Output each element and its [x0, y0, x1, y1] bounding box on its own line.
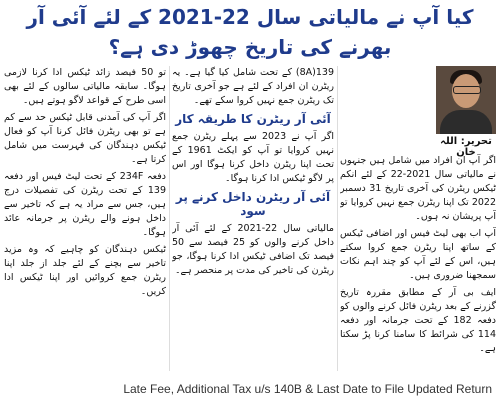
paragraph: مالیاتی سال 22-2021 کے لئے آئی آر داخل کرنے والوں کو 25 فیصد سے 50 فیصد تک اضافی ٹیکس ادا کرنا ہوگا، جو ریٹرن کی تاخیر کی مدت پر منحصر ہے۔ [172, 223, 334, 276]
paragraph: دفعہ 234F کے تحت لیٹ فیس اور دفعہ 139 کے تحت ریٹرن کی تفصیلات درج ہیں، جس سے مراد یہ ہے کہ تاخیر سے داخل ہونے والے ریٹرن پر جرمانہ عائد ہوگا۔ [4, 171, 166, 238]
author-byline: تحریر: اللہ خان [440, 136, 492, 158]
paragraph: ٹیکس دہندگان کو چاہیے کہ وہ مزید تاخیر سے بچنے کے لئے جلد از جلد اپنا ریٹرن جمع کروائیں اور اپنا ٹیکس ادا کریں۔ [4, 244, 166, 297]
paragraph: ایف بی آر کے مطابق مقررہ تاریخ گزرنے کے بعد ریٹرن فائل کرنے والوں کو دفعہ 182 کے تحت جرمانہ اور دفعہ 114 کی شرائط کا سامنا کرنا پڑ سکتا ہے۔ [340, 287, 496, 354]
column-divider [169, 66, 170, 371]
article-column-left [4, 66, 166, 371]
column-divider [337, 66, 338, 371]
article-column-middle [172, 66, 334, 371]
footer-caption: Late Fee, Additional Tax u/s 140B & Last Date to File Updated Return [123, 382, 492, 396]
paragraph: اگر آپ نے 2023 سے پہلے ریٹرن جمع نہیں کروایا تو آپ کو ایکٹ 1961 کے تحت اپنا ریٹرن داخل کرنا ہوگا اور اس پر لاگو ٹیکس ادا کرنا ہوگا۔ [172, 131, 334, 184]
subheading: آئی آر ریٹرن داخل کرنے پر سود [175, 190, 331, 218]
subheading: آئی آر ریٹرن کا طریقہ کار [175, 112, 331, 126]
article-column-right [340, 66, 496, 371]
paragraph: اگر آپ کی آمدنی قابل ٹیکس حد سے کم ہے تو بھی ریٹرن فائل کرنا آپ کو فعال ٹیکس دہندگان کی فہرست میں شامل کرتا ہے۔ [4, 112, 166, 165]
paragraph: اگر آپ ان افراد میں شامل ہیں جنہوں نے مالیاتی سال 2021-22 کے لئے انکم ٹیکس ریٹرن کی آخری تاریخ 31 دسمبر 2022 تک اپنا ریٹرن جمع نہیں کروایا تو آپ پریشان نہ ہوں۔ [340, 155, 496, 222]
paragraph: تو 50 فیصد زائد ٹیکس ادا کرنا لازمی ہوگا۔ سابقہ مالیاتی سالوں کے لئے بھی اسی طرح کے قواعد لاگو ہوتے ہیں۔ [4, 67, 166, 106]
headline: کیا آپ نے مالیاتی سال 22-2021 کے لئے آئی آر بھرنے کی تاریخ چھوڑ دی ہے؟ [26, 5, 474, 59]
paragraph: آپ اب بھی لیٹ فیس اور اضافی ٹیکس کے ساتھ اپنا ریٹرن جمع کروا سکتے ہیں، اس کے لئے آپ کو چند اہم نکات سمجھنا ضروری ہیں۔ [340, 228, 496, 281]
paragraph: 139(8A) کے تحت شامل کیا گیا ہے۔ یہ ریٹرن ان افراد کے لئے ہے جو آخری تاریخ تک ریٹرن جمع نہیں کروا سکے تھے۔ [172, 67, 334, 106]
